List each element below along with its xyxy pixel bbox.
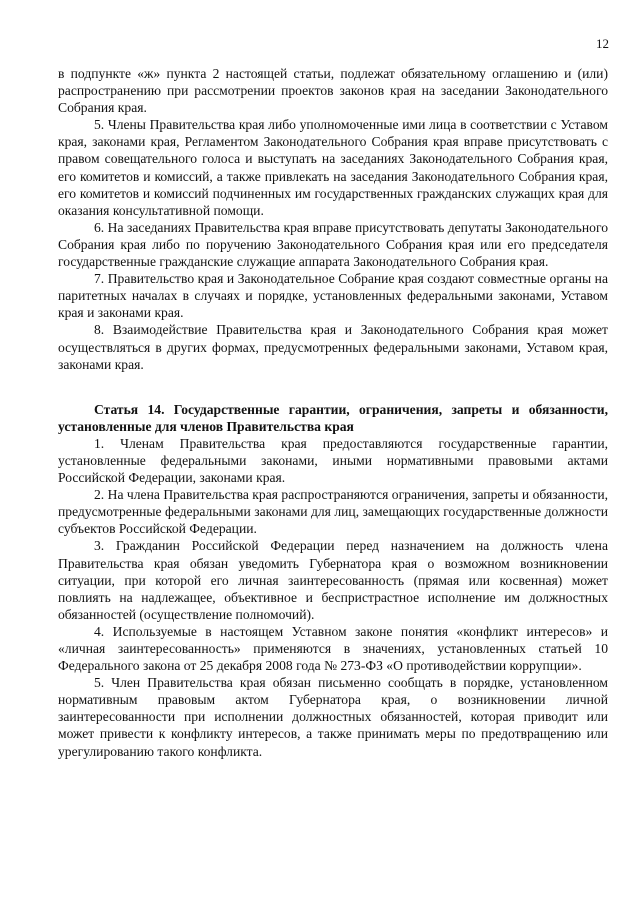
article-paragraph-4: 4. Используемые в настоящем Уставном законе понятия «конфликт интересов» и «личная заинтересованность» применяются в значениях, установленных статьей 10 Федерального закона от 25 декабря 2008 года № 273-ФЗ «О противодействии коррупции». [58,623,608,674]
document-body [58,65,608,760]
article-paragraph-5: 5. Член Правительства края обязан письменно сообщать в порядке, установленном нормативным правовым актом Губернатора края, о возникновении личной заинтересованности при исполнении должностных обязанностей, которая приводит или может привести к конфликту интересов, а также принимать меры по предотвращению или урегулированию такого конфликта. [58,675,608,759]
article-title: Статья 14. Государственные гарантии, ограничения, запреты и обязанности, установленные для членов Правительства края [58,401,608,434]
paragraph-item-7: 7. Правительство края и Законодательное Собрание края создают совместные органы на паритетных началах в случаях и порядке, установленных федеральными законами, Уставом края и законами края. [58,271,608,321]
paragraph-continuation: в подпункте «ж» пункта 2 настоящей статьи, подлежат обязательному оглашению и (или) распространению при рассмотрении проектов законов края на заседании Законодательного Собрания края. [58,66,608,116]
paragraph-item-5: 5. Члены Правительства края либо уполномоченные ими лица в соответствии с Уставом края, законами края, Регламентом Законодательного Собрания края вправе присутствовать с правом совещательного голоса и выступать на заседаниях Законодательного Собрания края, его комитетов и комиссий, а также привлекать на заседания Законодательного Собрания края, его комитетов и комиссий подчиненных им государственных гражданских служащих края для оказания консультативной помощи. [58,117,608,218]
article-paragraph-1: 1. Членам Правительства края предоставляются государственные гарантии, установленные федеральными законами, иными нормативными правовыми актами Российской Федерации, законами края. [58,435,608,486]
paragraph-item-8: 8. Взаимодействие Правительства края и Законодательного Собрания края может осуществляться в других формах, предусмотренных федеральными законами, Уставом края, законами края. [58,322,608,372]
article-paragraph-3: 3. Гражданин Российской Федерации перед назначением на должность члена Правительства края обязан уведомить Губернатора края о возможном возникновении ситуации, при которой его личная заинтересованность (прямая или косвенная) может повлиять на надлежащее, объективное и беспристрастное исполнение им должностных обязанностей (осуществление полномочий). [58,538,608,622]
paragraph-item-6: 6. На заседаниях Правительства края вправе присутствовать депутаты Законодательного Собрания края либо по поручению Законодательного Собрания края или его председателя государственные гражданские служащие аппарата Законодательного Собрания края. [58,219,608,270]
article-paragraph-2: 2. На члена Правительства края распространяются ограничения, запреты и обязанности, предусмотренные федеральными законами для лиц, замещающих государственные должности субъектов Российской Федерации. [58,487,608,537]
page-number: 12 [596,36,609,51]
